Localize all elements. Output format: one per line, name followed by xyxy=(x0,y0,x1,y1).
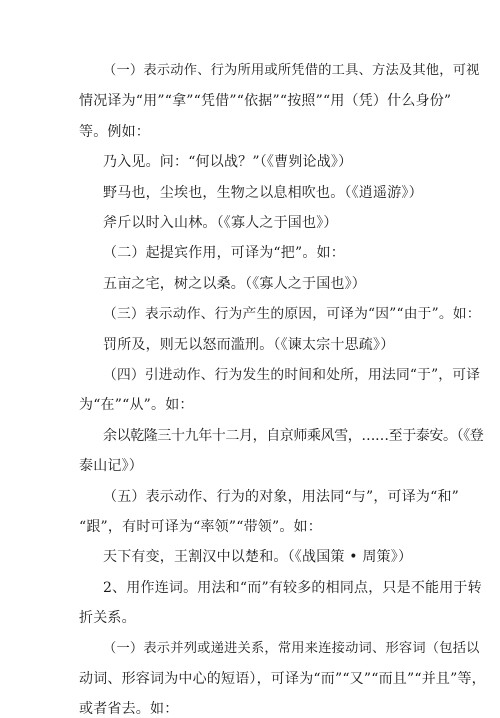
paragraph-line: （一）表示并列或递进关系，常用来连接动词、形容词（包括以 xyxy=(103,640,480,656)
paragraph-line: 等。例如： xyxy=(79,123,150,140)
example-line: 天下有变，王割汉中以楚和。（《战国策 • 周策》） xyxy=(103,549,413,566)
example-line: 罚所及，则无以怒而滥刑。（《谏太宗十思疏》） xyxy=(103,336,395,353)
example-line: 乃入见。问：“何以战？”（《曹刿论战》） xyxy=(103,154,353,171)
paragraph-line: 情况译为“用”“拿”“凭借”“依据”“按照”“用（凭）什么身份” xyxy=(79,93,452,110)
example-line: 斧斤以时入山林。（《寡人之于国也》） xyxy=(103,215,338,231)
paragraph-line: 动词、形容词为中心的短语），可译为“而”“又”“而且”“并且”等， xyxy=(79,671,486,687)
example-line: 五亩之宅，树之以桑。（《寡人之于国也》） xyxy=(103,275,366,292)
section-heading-line: 折关系。 xyxy=(79,610,136,627)
example-line: 泰山记》） xyxy=(79,458,143,475)
paragraph-line: （一）表示动作、行为所用或所凭借的工具、方法及其他，可视 xyxy=(103,63,480,78)
paragraph-line: （三）表示动作、行为产生的原因，可译为“因”“由于”。如： xyxy=(103,306,481,323)
paragraph-line: 或者省去。如： xyxy=(79,701,179,718)
example-line: 余以乾隆三十九年十二月，自京师乘风雪，……至于泰安。（《登 xyxy=(103,427,484,444)
paragraph-line: 为“在”“从”。如： xyxy=(79,397,194,414)
paragraph-line: （二）起提宾作用，可译为“把”。如： xyxy=(103,245,345,262)
paragraph-line: （四）引进动作、行为发生的时间和处所，用法同“于”，可译 xyxy=(103,367,481,383)
example-line: 野马也，尘埃也，生物之以息相吹也。（《逍遥游》） xyxy=(103,184,423,201)
section-heading-line: 2、用作连词。用法和“而”有较多的相同点，只是不能用于转 xyxy=(103,579,482,596)
paragraph-line: “跟”，有时可译为“率领”“带领”。如： xyxy=(79,519,322,535)
paragraph-line: （五）表示动作、行为的对象，用法同“与”，可译为“和” xyxy=(103,488,460,505)
